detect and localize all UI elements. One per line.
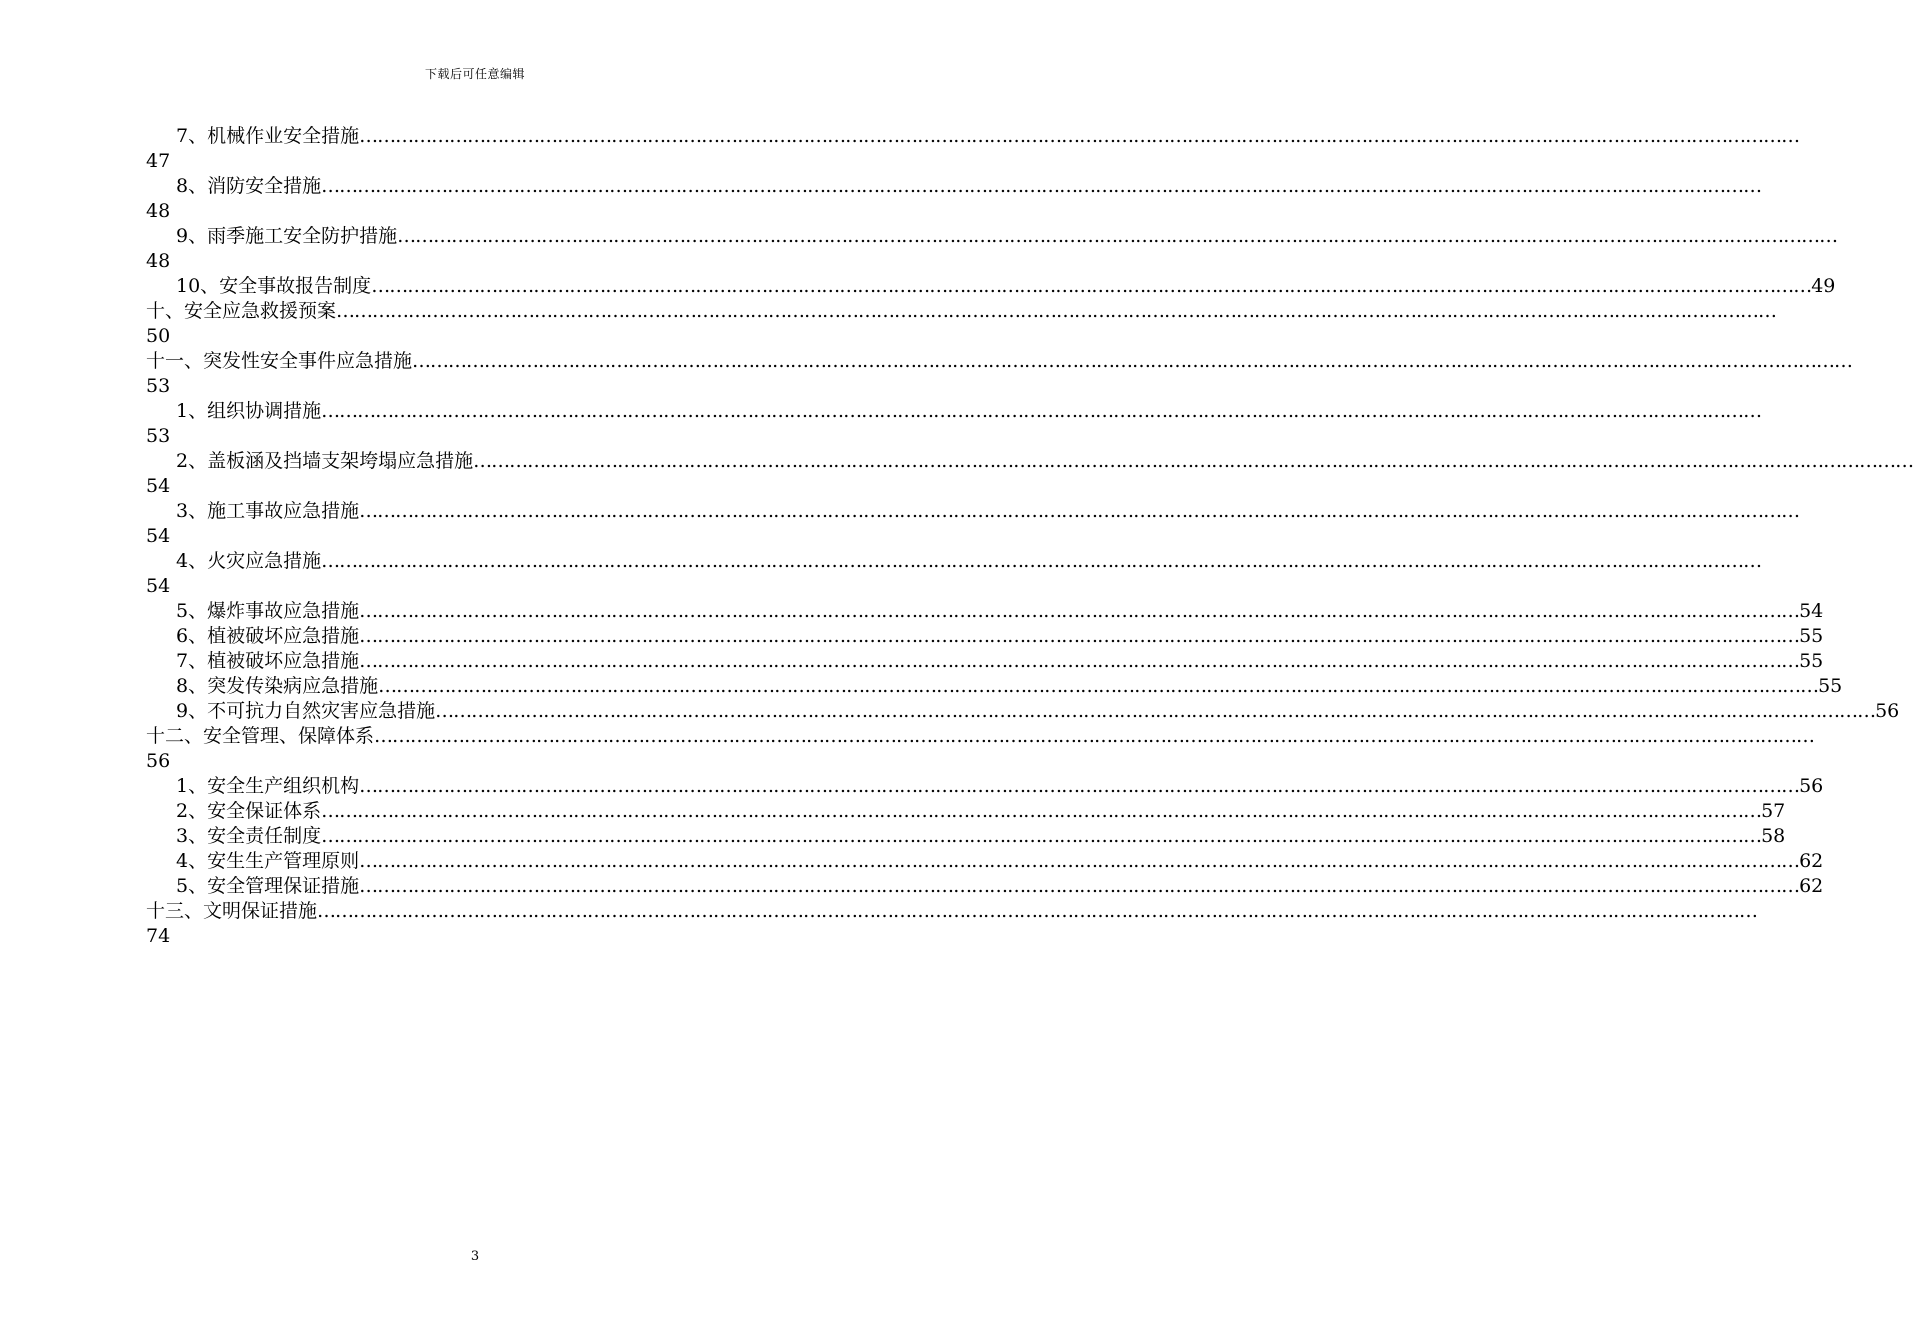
toc-entry-title: 十三、文明保证措施 — [146, 900, 318, 922]
toc-entry-page: 62 — [1799, 850, 1824, 872]
toc-entry-title: 5、安全管理保证措施 — [176, 875, 360, 897]
toc-entry-page: 55 — [1799, 625, 1824, 647]
toc-dot-leader: …………………………………………………………………………………………………………………………………………………………………………………………………………………… — [397, 225, 1838, 247]
toc-entry-title: 9、雨季施工安全防护措施 — [176, 225, 398, 247]
toc-entry-line — [176, 799, 1786, 824]
toc-entry-line — [176, 674, 1843, 699]
toc-dot-leader: …………………………………………………………………………………………………………………………………………………………………………………………………………………… — [435, 700, 1876, 722]
toc-entry[interactable] — [146, 449, 1913, 499]
toc-entry-page: 74 — [146, 925, 171, 947]
toc-dot-leader: …………………………………………………………………………………………………………………………………………………………………………………………………………………… — [359, 625, 1800, 647]
toc-entry[interactable] — [146, 549, 1762, 599]
toc-entry-title: 2、盖板涵及挡墙支架垮塌应急措施 — [176, 450, 474, 472]
toc-entry-title: 8、消防安全措施 — [176, 175, 322, 197]
toc-entry-page: 56 — [1875, 700, 1900, 722]
toc-entry-line — [176, 774, 1824, 799]
toc-entry-page: 47 — [146, 150, 171, 172]
toc-dot-leader: …………………………………………………………………………………………………………………………………………………………………………………………………………………… — [359, 850, 1800, 872]
toc-entry-page: 48 — [146, 200, 171, 222]
toc-dot-leader: …………………………………………………………………………………………………………………………………………………………………………………………………………………… — [336, 300, 1777, 322]
toc-entry-title: 1、安全生产组织机构 — [176, 775, 360, 797]
toc-entry-line — [176, 824, 1786, 849]
toc-entry-line — [146, 899, 1758, 924]
toc-entry-line — [176, 599, 1824, 624]
toc-dot-leader: …………………………………………………………………………………………………………………………………………………………………………………………………………………… — [317, 900, 1758, 922]
toc-entry-title: 4、火灾应急措施 — [176, 550, 322, 572]
toc-entry[interactable] — [146, 674, 1843, 699]
toc-entry-page: 56 — [146, 750, 171, 772]
toc-entry-line — [176, 274, 1836, 299]
toc-dot-leader: …………………………………………………………………………………………………………………………………………………………………………………………………………………… — [359, 125, 1800, 147]
toc-entry-title: 6、植被破坏应急措施 — [176, 625, 360, 647]
toc-entry[interactable] — [146, 649, 1824, 674]
table-of-contents — [146, 124, 1913, 949]
toc-entry-line — [176, 399, 1762, 424]
toc-entry-title: 1、组织协调措施 — [176, 400, 322, 422]
toc-entry-line — [176, 174, 1762, 199]
toc-entry-title: 3、安全责任制度 — [176, 825, 322, 847]
toc-entry-page: 62 — [1799, 875, 1824, 897]
toc-dot-leader: …………………………………………………………………………………………………………………………………………………………………………………………………………………… — [371, 275, 1812, 297]
toc-entry[interactable] — [146, 399, 1762, 449]
toc-entry-line — [176, 624, 1824, 649]
toc-entry-page: 53 — [146, 425, 171, 447]
toc-entry-page: 54 — [146, 475, 171, 497]
toc-entry[interactable] — [146, 224, 1838, 274]
toc-entry-title: 10、安全事故报告制度 — [176, 275, 372, 297]
toc-entry-page: 55 — [1818, 675, 1843, 697]
toc-entry-line — [176, 549, 1762, 574]
toc-entry-title: 2、安全保证体系 — [176, 800, 322, 822]
toc-entry-page: 50 — [146, 325, 171, 347]
toc-entry-title: 7、植被破坏应急措施 — [176, 650, 360, 672]
toc-entry-page: 54 — [1799, 600, 1824, 622]
toc-entry-line — [146, 349, 1853, 374]
page-header: 下载后可任意编辑 — [424, 67, 525, 81]
toc-entry[interactable] — [146, 299, 1777, 349]
toc-dot-leader: …………………………………………………………………………………………………………………………………………………………………………………………………………………… — [374, 725, 1815, 747]
toc-entry[interactable] — [146, 174, 1762, 224]
toc-entry-title: 3、施工事故应急措施 — [176, 500, 360, 522]
toc-dot-leader: …………………………………………………………………………………………………………………………………………………………………………………………………………………… — [359, 650, 1800, 672]
toc-entry-page: 56 — [1799, 775, 1824, 797]
toc-dot-leader: …………………………………………………………………………………………………………………………………………………………………………………………………………………… — [359, 775, 1800, 797]
toc-entry[interactable] — [146, 499, 1800, 549]
toc-entry-line — [176, 124, 1800, 149]
toc-entry-line — [176, 449, 1913, 474]
toc-entry-line — [176, 649, 1824, 674]
toc-dot-leader: …………………………………………………………………………………………………………………………………………………………………………………………………………………… — [359, 600, 1800, 622]
toc-dot-leader: …………………………………………………………………………………………………………………………………………………………………………………………………………………… — [359, 875, 1800, 897]
toc-dot-leader: …………………………………………………………………………………………………………………………………………………………………………………………………………………… — [473, 450, 1913, 472]
toc-dot-leader: …………………………………………………………………………………………………………………………………………………………………………………………………………………… — [378, 675, 1819, 697]
toc-entry-page: 54 — [146, 525, 171, 547]
toc-entry-page: 49 — [1811, 275, 1836, 297]
toc-entry-title: 十、安全应急救援预案 — [146, 300, 337, 322]
toc-entry-page: 55 — [1799, 650, 1824, 672]
toc-dot-leader: …………………………………………………………………………………………………………………………………………………………………………………………………………………… — [321, 400, 1762, 422]
toc-dot-leader: …………………………………………………………………………………………………………………………………………………………………………………………………………………… — [412, 350, 1853, 372]
toc-dot-leader: …………………………………………………………………………………………………………………………………………………………………………………………………………………… — [321, 550, 1762, 572]
toc-entry[interactable] — [146, 724, 1815, 774]
toc-entry-line — [146, 299, 1777, 324]
toc-entry[interactable] — [146, 824, 1786, 849]
toc-entry-line — [176, 699, 1900, 724]
toc-entry-line — [176, 224, 1838, 249]
toc-entry-line — [176, 874, 1824, 899]
toc-entry-title: 9、不可抗力自然灾害应急措施 — [176, 700, 436, 722]
toc-entry-title: 4、安生生产管理原则 — [176, 850, 360, 872]
toc-dot-leader: …………………………………………………………………………………………………………………………………………………………………………………………………………………… — [321, 800, 1762, 822]
toc-entry-title: 7、机械作业安全措施 — [176, 125, 360, 147]
toc-entry[interactable] — [146, 899, 1758, 949]
toc-entry-line — [146, 724, 1815, 749]
toc-entry[interactable] — [146, 599, 1824, 624]
toc-entry[interactable] — [146, 774, 1824, 799]
toc-entry-title: 十二、安全管理、保障体系 — [146, 725, 375, 747]
toc-entry[interactable] — [146, 799, 1786, 824]
toc-entry-page: 58 — [1761, 825, 1786, 847]
toc-entry[interactable] — [146, 699, 1900, 724]
toc-entry-title: 8、突发传染病应急措施 — [176, 675, 379, 697]
toc-entry-title: 十一、突发性安全事件应急措施 — [146, 350, 413, 372]
toc-dot-leader: …………………………………………………………………………………………………………………………………………………………………………………………………………………… — [359, 500, 1800, 522]
toc-entry-line — [176, 849, 1824, 874]
toc-entry[interactable] — [146, 624, 1824, 649]
toc-entry-title: 5、爆炸事故应急措施 — [176, 600, 360, 622]
toc-dot-leader: …………………………………………………………………………………………………………………………………………………………………………………………………………………… — [321, 825, 1762, 847]
toc-entry[interactable] — [146, 124, 1800, 174]
toc-entry-line — [176, 499, 1800, 524]
toc-entry-page: 48 — [146, 250, 171, 272]
toc-entry[interactable] — [146, 349, 1853, 399]
toc-entry-page: 57 — [1761, 800, 1786, 822]
toc-entry[interactable] — [146, 849, 1824, 874]
toc-entry[interactable] — [146, 874, 1824, 899]
toc-dot-leader: …………………………………………………………………………………………………………………………………………………………………………………………………………………… — [321, 175, 1762, 197]
toc-entry-page: 53 — [146, 375, 171, 397]
toc-entry[interactable] — [146, 274, 1836, 299]
toc-entry-page: 54 — [146, 575, 171, 597]
page-number: 3 — [470, 1249, 480, 1264]
